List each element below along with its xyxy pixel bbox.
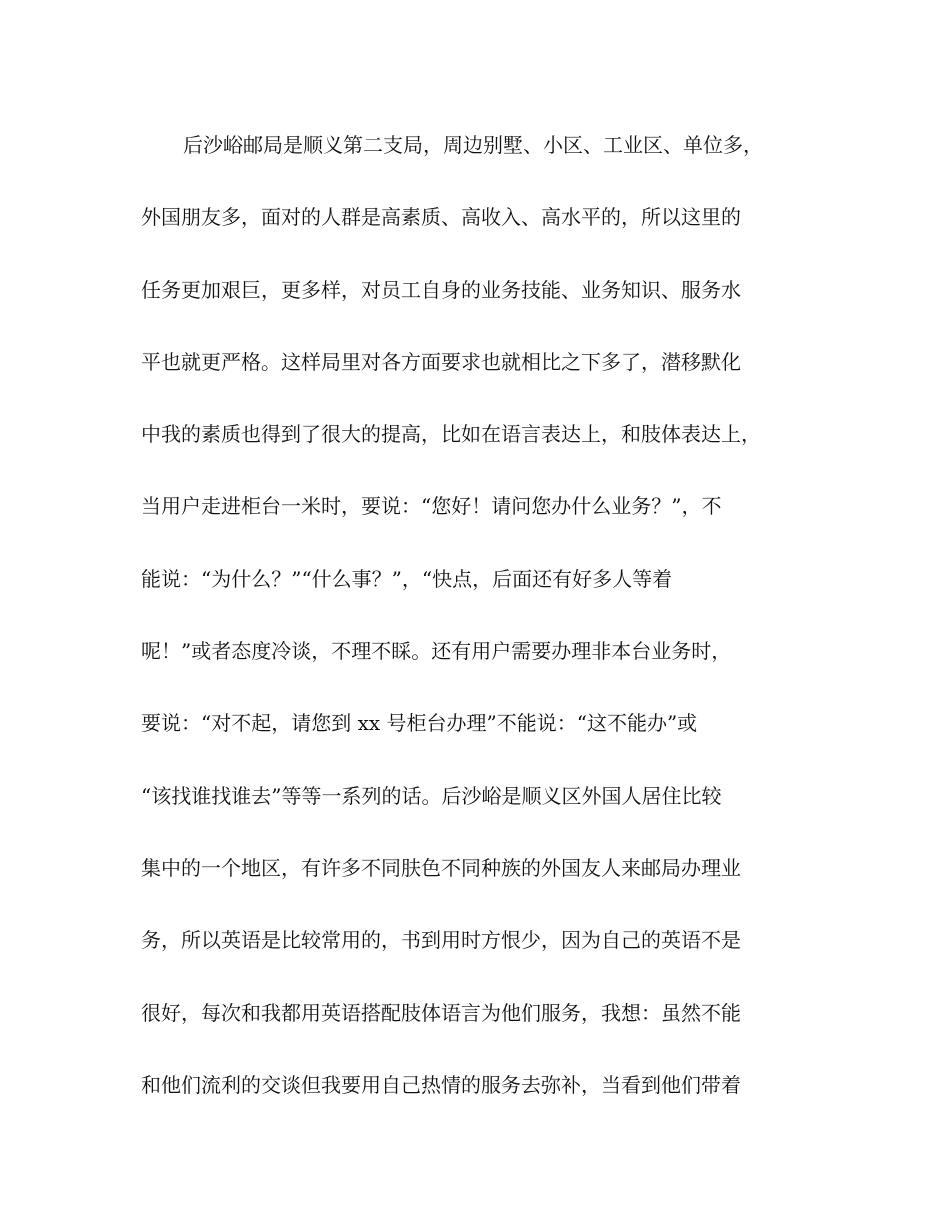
text-line: 任务更加艰巨，更多样，对员工自身的业务技能、业务知识、服务水 <box>141 277 741 302</box>
text-line: 和他们流利的交谈但我要用自己热情的服务去弥补，当看到他们带着 <box>141 1072 741 1097</box>
text-line: 集中的一个地区，有许多不同肤色不同种族的外国友人来邮局办理业 <box>141 855 741 880</box>
text-line: 要说：“对不起，请您到 xx 号柜台办理”不能说：“这不能办”或 <box>141 711 698 736</box>
text-line: 后沙峪邮局是顺义第二支局，周边别墅、小区、工业区、单位多， <box>183 133 763 157</box>
text-line: 外国朋友多，面对的人群是高素质、高收入、高水平的，所以这里的 <box>141 205 741 230</box>
text-line: 呢！”或者态度冷谈，不理不睬。还有用户需要办理非本台业务时， <box>141 639 732 664</box>
text-line: 务，所以英语是比较常用的，书到用时方恨少，因为自己的英语不是 <box>141 928 741 953</box>
text-line: 当用户走进柜台一米时，要说：“您好！请问您办什么业务？”，不 <box>141 494 722 519</box>
text-line: 很好，每次和我都用英语搭配肢体语言为他们服务，我想：虽然不能 <box>141 1000 741 1025</box>
text-line: “该找谁找谁去”等等一系列的话。后沙峪是顺义区外国人居住比较 <box>141 783 722 808</box>
text-line: 能说：“为什么？”“什么事？”，“快点，后面还有好多人等着 <box>141 566 673 591</box>
body-paragraph <box>141 127 811 1139</box>
text-line: 平也就更严格。这样局里对各方面要求也就相比之下多了，潜移默化 <box>141 349 741 374</box>
text-line: 中我的素质也得到了很大的提高，比如在语言表达上，和肢体表达上， <box>141 422 761 447</box>
